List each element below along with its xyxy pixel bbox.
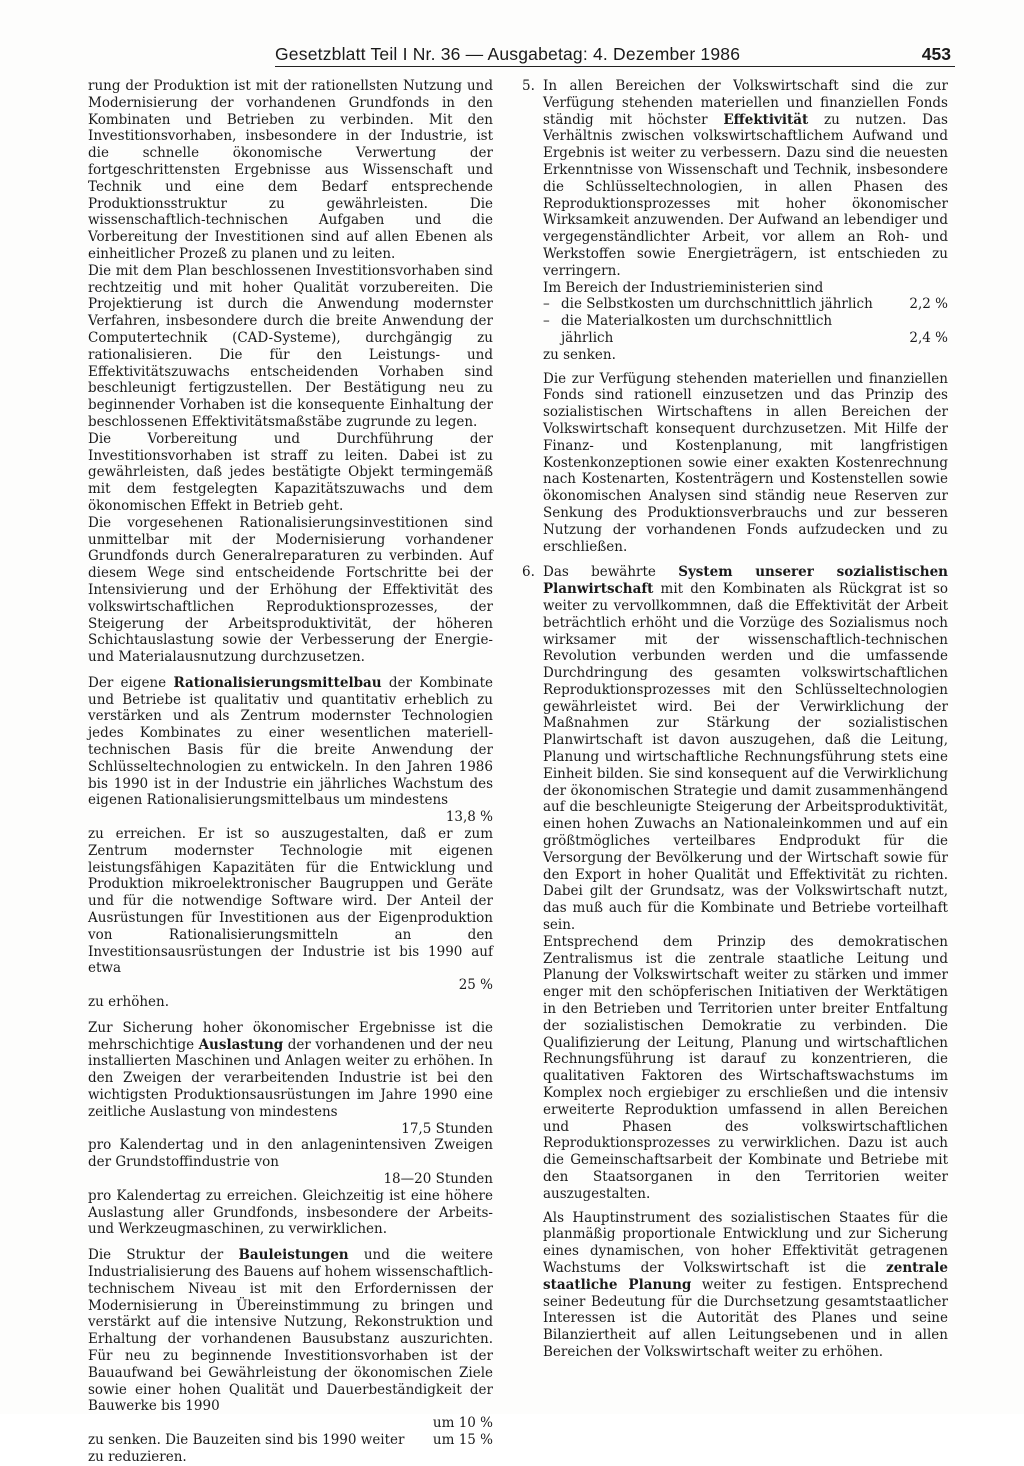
paragraph: Die mit dem Plan beschlossenen Investitionsvorhaben sind rechtzeitig und mit hoher Qualität vorzubereiten. Die Projektierung ist durch die Anwendung modernster Verfahren, insbesondere durch die breite Anwendung der Computertechnik (CAD-Systeme), durchgängig zu rationalisieren. Die für den Leistungs- und Effektivitätszuwachs entscheidenden Vorhaben sind beschleunigt fertigzustellen. Der Bestätigung neu zu beginnender Vorhaben ist die konsequente Einhaltung der beschlossenen Effektivitätsmaßstäbe zugrunde zu legen. <box>88 262 493 430</box>
bold-term: Rationalisierungsmittelbau <box>173 674 382 691</box>
left-column <box>88 78 493 1466</box>
text-run: Der eigene <box>88 674 174 691</box>
value-row <box>88 977 493 994</box>
percent-value: 2,2 % <box>909 296 948 313</box>
value-row <box>88 809 493 826</box>
text-run: der vorhandenen und der neu installierten Maschinen und Anlagen weiter zu erhöhen. In den Zweigen der verarbeitenden Industrie ist bei den wichtigsten Produktionsausrüstungen im Jahre 1990 eine zeitliche Auslastung von mindestens <box>88 1036 493 1120</box>
list-item-text: die Materialkosten um durchschnittlich <box>561 313 833 330</box>
paragraph-effektivitaet <box>543 78 948 280</box>
percent-value: 2,4 % <box>909 329 948 346</box>
numbered-section-5 <box>522 78 948 555</box>
text-run: zu nutzen. Das Verhältnis zwischen volkswirtschaftlichem Aufwand und Ergebnis ist weiter zu verbessern. Dazu sind die neuesten Erkenntnisse von Wissenschaft und Technik, insbesondere die Schlüsseltechnologien, in allen Phasen des Reproduktionsprozesses mit hoher ökonomischer Wirksamkeit anzuwenden. Der Aufwand an lebendiger und vergegenständlichter Arbeit, vor allem an Roh- und Werkstoffen sowie Energieträgern, ist entschieden zu verringern. <box>543 111 948 279</box>
bold-term: Effektivität <box>723 111 809 128</box>
dash-bullet: – <box>543 313 550 330</box>
text-run: Als Hauptinstrument des sozialistischen Staates für die planmäßig proportionale Entwicklung und zur Sicherung eines dynamischen, von hoher Effektivität getragenen Wachstums der Volkswirtschaft ist die <box>543 1209 948 1276</box>
dash-bullet: – <box>543 296 550 313</box>
percent-value: 25 % <box>458 977 493 994</box>
paragraph: pro Kalendertag und in den anlagenintensiven Zweigen der Grundstoffindustrie von <box>88 1137 493 1171</box>
paragraph: Im Bereich der Industrieministerien sind <box>543 279 824 296</box>
list-item-text: jährlich <box>561 329 614 346</box>
header-title: Gesetzblatt Teil I Nr. 36 — Ausgabetag: 4. Dezember 1986 <box>275 44 741 64</box>
text-run: Das bewährte <box>543 564 679 581</box>
bold-term: System unserer sozialistischen Planwirtschaft <box>543 564 948 598</box>
section-number: 6. <box>522 564 535 581</box>
value-row <box>88 1121 493 1138</box>
percent-value: 13,8 % <box>445 809 493 826</box>
paragraph: Entsprechend dem Prinzip des demokratischen Zentralismus ist die zentrale staatliche Leitung und Planung der Volkswirtschaft weiter zu stärken und immer enger mit den schöpferischen Initiativen der Werktätigen in den Betrieben und Territorien unter breiter Entfaltung der sozialistischen Demokratie zu verbinden. Die Qualifizierung der Leitung, Planung und wirtschaftlichen Rechnungsführung ist darauf zu konzentrieren, die qualitativen Faktoren des Wirtschaftswachstums im Komplex noch ergiebiger zu erschließen und die intensiv erweiterte Reproduktion umfassend in allen Bereichen und Phasen des volkswirtschaftlichen Reproduktionsprozesses zu verwirklichen. Dazu ist auch die Gemeinschaftsarbeit der Kombinate und Betriebe mit den Staatsorganen in den Territorien weiter auszugestalten. <box>543 933 948 1202</box>
paragraph: pro Kalendertag zu erreichen. Gleichzeitig ist eine höhere Auslastung aller Grundfonds, insbesondere der Arbeits- und Werkzeugmaschinen, zu verwirklichen. <box>88 1187 493 1238</box>
paragraph-zentrale-planung <box>543 1210 948 1361</box>
text-run: Zur Sicherung hoher ökonomischer Ergebnisse ist die mehrschichtige <box>88 1019 493 1053</box>
paragraph: zu senken. <box>543 346 616 363</box>
header-rule <box>275 66 955 67</box>
text-run: Die Struktur der <box>88 1247 239 1264</box>
text-run: und die weitere Industrialisierung des Bauens auf hohem wissenschaftlich-technischem Niveau ist mit den Erfordernissen der Modernisierung in Übereinstimmung zu bringen und verstärkt auf die intensive Nutzung, Rekonstruktion und Erhaltung der vorhandenen Bausubstanz auszurichten. Für neu zu beginnende Investitionsvorhaben ist der Bauaufwand bei Gewährleistung der ökonomischen Ziele sowie einer hohen Qualität und Dauerbeständigkeit der Bauwerke bis 1990 <box>88 1247 493 1415</box>
page-header <box>275 44 955 74</box>
bold-term: Auslastung <box>198 1036 284 1053</box>
text-run: weiter zu festigen. Entsprechend seiner Bedeutung für die Durchsetzung gesamtstaatlicher Interessen ist die Autorität des Planes und seine Bilanziertheit auf allen Leitungsebenen und in allen Bereichen der Volkswirtschaft weiter zu erhöhen. <box>543 1276 948 1360</box>
list-item-text: die Selbstkosten um durchschnittlich jährlich <box>561 296 873 313</box>
right-column <box>522 78 948 1361</box>
percent-value: um 15 % <box>432 1431 493 1448</box>
paragraph: Die zur Verfügung stehenden materiellen und finanziellen Fonds sind rationell einzusetzen und das Prinzip des sozialistischen Wirtschaftens in allen Bereichen der Volkswirtschaft konsequent durchzusetzen. Mit Hilfe der Finanz- und Kostenplanung, mit langfristigen Kostenkonzeptionen sowie einer exakten Kostenrechnung nach Kostenarten, Kostenträgern und Kostenstellen sowie ökonomischen Analysen sind ständig neue Reserven zur Senkung des Produktionsverbrauchs und zur besseren Nutzung der vorhandenen Fonds aufzudecken und zu erschließen. <box>543 370 948 555</box>
text-run: In allen Bereichen der Volkswirtschaft sind die zur Verfügung stehenden materiellen und finanziellen Fonds ständig mit höchster <box>543 78 948 128</box>
value-row <box>561 330 948 347</box>
paragraph: Die vorgesehenen Rationalisierungsinvestitionen sind unmittelbar mit der Modernisierung vorhandener Grundfonds durch Generalreparaturen zu verbinden. Auf diesem Wege sind entscheidende Fortschritte bei der Intensivierung und der Erhöhung der Effektivität des volkswirtschaftlichen Reproduktionsprozesses, der Steigerung der Arbeitsproduktivität, der höheren Schichtauslastung sowie der Verbesserung der Energie- und Materialausnutzung durchzusetzen. <box>88 514 493 666</box>
page-number: 453 <box>921 44 951 64</box>
bold-term: zentrale staatliche Planung <box>543 1259 948 1293</box>
value-row <box>88 1171 493 1188</box>
paragraph-bauleistungen <box>88 1247 493 1415</box>
paragraph: zu erhöhen. <box>88 994 170 1011</box>
paragraph: rung der Produktion ist mit der rationellsten Nutzung und Modernisierung der vorhandenen Grundfonds in den Kombinaten und Betrieben zu verbinden. Mit den Investitionsvorhaben, insbesondere in der Industrie, ist die schnelle ökonomische Verwertung der fortgeschrittensten Ergebnisse aus Wissenschaft und Technik und eine dem Bedarf entsprechende Produktionsstruktur zu gewährleisten. Die wissenschaftlich-technischen Aufgaben und die Vorbereitung der Investitionen sind auf allen Ebenen als einheitlicher Prozeß zu planen und zu leiten. <box>88 78 493 262</box>
value-row <box>88 1415 493 1432</box>
numbered-section-6 <box>522 564 948 1360</box>
hours-value: 17,5 Stunden <box>401 1120 493 1137</box>
text-run: mit den Kombinaten als Rückgrat ist so weiter zu vervollkommnen, daß die Effektivität der Arbeit beträchtlich erhöht und die Vorzüge des Sozialismus noch wirksamer mit der wissenschaftlich-technischen Revolution verbunden werden und die umfassende Durchdringung des gesamten volkswirtschaftlichen Reproduktionsprozesses mit den Schlüsseltechnologien gewährleistet wird. Bei der Verwirklichung der Maßnahmen zur Stärkung der sozialistischen Planwirtschaft ist davon auszugehen, daß die Leitung, Planung und wirtschaftliche Rechnungsführung stets eine Einheit bilden. Sie sind konsequent auf die Verwirklichung der ökonomischen Strategie und damit zusammenhängend auf die beschleunigte Steigerung der Arbeitsproduktivität, einen hohen Zuwachs an Nationaleinkommen und auf ein größtmögliches verteilbares Endprodukt für die Versorgung der Bevölkerung und der Wirtschaft sowie für den Export in hoher Qualität und Effektivität zu richten. Dabei gilt der Grundsatz, was der Volkswirtschaft nutzt, das muß auch für die Kombinate und Betriebe vorteilhaft sein. <box>543 581 948 934</box>
text-run: der Kombinate und Betriebe ist qualitativ und quantitativ erheblich zu verstärken und als Zentrum modernster Technologien jedes Kombinates zu einer wesentlichen materiell-technischen Basis für die breite Anwendung der Schlüsseltechnologien zu entwickeln. In den Jahren 1986 bis 1990 ist in der Industrie ein jährliches Wachstum des eigenen Rationalisierungsmittelbaus um mindestens <box>88 674 493 809</box>
paragraph: zu erreichen. Er ist so auszugestalten, daß er zum Zentrum modernster Technologie mit eigenen leistungsfähigen Kapazitäten für die Entwicklung und Produktion mikroelektronischer Baugruppen und Geräte und für die notwendige Software wird. Der Anteil der Ausrüstungen für Investitionen aus der Eigenproduktion von Rationalisierungsmitteln an den Investitionsausrüstungen der Industrie ist bis 1990 auf etwa <box>88 826 493 977</box>
paragraph-auslastung <box>88 1020 493 1121</box>
list-item <box>543 313 948 347</box>
bold-term: Bauleistungen <box>238 1247 349 1264</box>
list-item <box>543 296 948 313</box>
text-run: zu senken. Die Bauzeiten sind bis 1990 weiter <box>88 1431 405 1448</box>
hours-value: 18—20 Stunden <box>383 1171 493 1187</box>
paragraph: Die Vorbereitung und Durchführung der Investitionsvorhaben ist straff zu leiten. Dabei ist zu gewährleisten, daß jedes bestätigte Objekt termingemäß mit dem festgelegten Kapazitätszuwachs und dem ökonomischen Effekt in Betrieb geht. <box>88 430 493 514</box>
paragraph: zu reduzieren. <box>88 1448 187 1465</box>
value-row <box>88 1432 493 1449</box>
paragraph-planwirtschaft <box>543 564 948 934</box>
section-number: 5. <box>522 78 535 94</box>
paragraph-rationalisierungsmittelbau <box>88 675 493 809</box>
percent-value: um 10 % <box>432 1415 493 1432</box>
